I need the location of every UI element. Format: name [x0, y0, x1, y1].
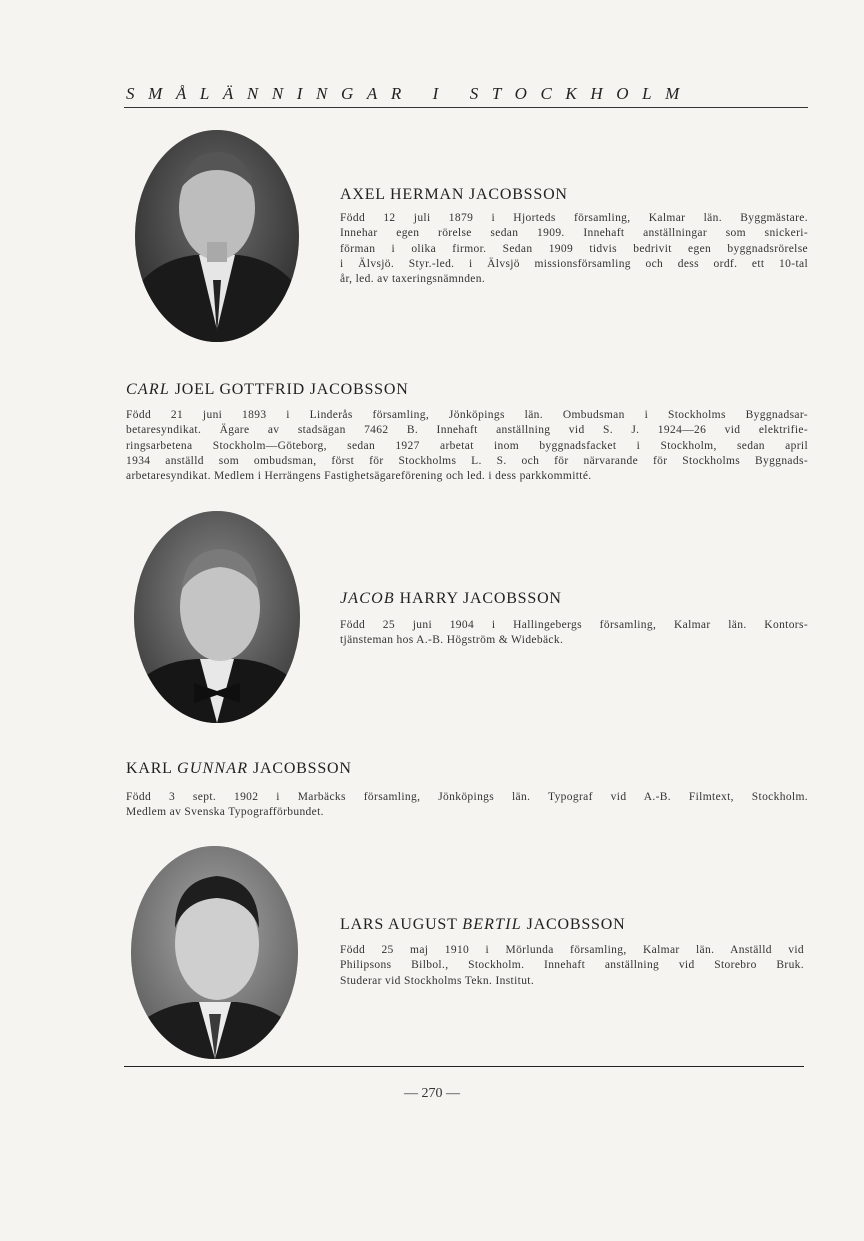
- entry-bio: [126, 790, 808, 821]
- bio-line: tjänsteman hos A.-B. Högström & Widebäck.: [340, 634, 564, 647]
- entry-name: CARL JOEL GOTTFRID JACOBSSON: [126, 381, 409, 398]
- entry-bio: [340, 943, 804, 989]
- bio-line: Född 21 juni 1893 i Linderås församling, Jönköpings län. Ombudsman i Stockholms Byggnadsar-: [126, 409, 808, 421]
- bio-line: ringsarbetena Stockholm—Göteborg, sedan 1927 arbetat inom byggnadsfacket i Stockholm, sedan april: [126, 439, 808, 452]
- entry-bio: [340, 211, 808, 287]
- bio-line: Född 12 juli 1879 i Hjorteds församling, Kalmar län. Byggmästare.: [340, 212, 808, 224]
- portrait-jacob-harry-jacobsson: [134, 511, 300, 723]
- bio-line: 1934 anställd som ombudsman, först för Stockholms L. S. och för närvarande för Stockholms Byggnads-: [126, 454, 808, 467]
- bio-line: i Älvsjö. Styr.-led. i Älvsjö missionsförsamling och dess ordf. ett 10-tal: [340, 257, 808, 270]
- entry-name: LARS AUGUST BERTIL JACOBSSON: [340, 916, 626, 933]
- entry-name: AXEL HERMAN JACOBSSON: [340, 186, 568, 203]
- portrait-lars-august-bertil-jacobsson: [131, 846, 298, 1059]
- entry-name: KARL GUNNAR JACOBSSON: [126, 760, 352, 777]
- running-title: SMÅLÄNNINGAR I STOCKHOLM: [126, 84, 693, 103]
- portrait-axel-herman-jacobsson: [135, 130, 299, 342]
- entry-bio: [126, 408, 808, 484]
- page-number: — 270 —: [404, 1086, 460, 1101]
- entry-bio: [340, 618, 808, 649]
- bio-line: betaresyndikat. Ägare av stadsägan 7462 B. Innehaft anställning vid S. J. 1924—26 vid elektrifie-: [126, 424, 808, 437]
- bio-line: arbetaresyndikat. Medlem i Herrängens Fastighetsägareförening och led. i dess parkkommitté.: [126, 470, 592, 483]
- entry-name: JACOB HARRY JACOBSSON: [340, 590, 562, 607]
- bio-line: Född 25 maj 1910 i Mörlunda församling, Kalmar län. Anställd vid: [340, 944, 804, 956]
- bio-line: förman i olika firmor. Sedan 1909 tidvis bedrivit egen byggnadsrörelse: [340, 242, 808, 255]
- bio-line: Innehar egen rörelse sedan 1909. Innehaft anställningar som snickeri-: [340, 227, 808, 240]
- footer-rule: [124, 1066, 804, 1067]
- bio-line: Född 25 juni 1904 i Hallingebergs församling, Kalmar län. Kontors-: [340, 619, 808, 631]
- bio-line: Född 3 sept. 1902 i Marbäcks församling, Jönköpings län. Typograf vid A.-B. Filmtext, Stockholm.: [126, 791, 808, 803]
- bio-line: år, led. av taxeringsnämnden.: [340, 273, 486, 286]
- bio-line: Studerar vid Stockholms Tekn. Institut.: [340, 974, 535, 987]
- bio-line: Medlem av Svenska Typografförbundet.: [126, 806, 324, 819]
- bio-line: Philipsons Bilbol., Stockholm. Innehaft anställning vid Storebro Bruk.: [340, 959, 804, 972]
- header-rule: [124, 107, 808, 108]
